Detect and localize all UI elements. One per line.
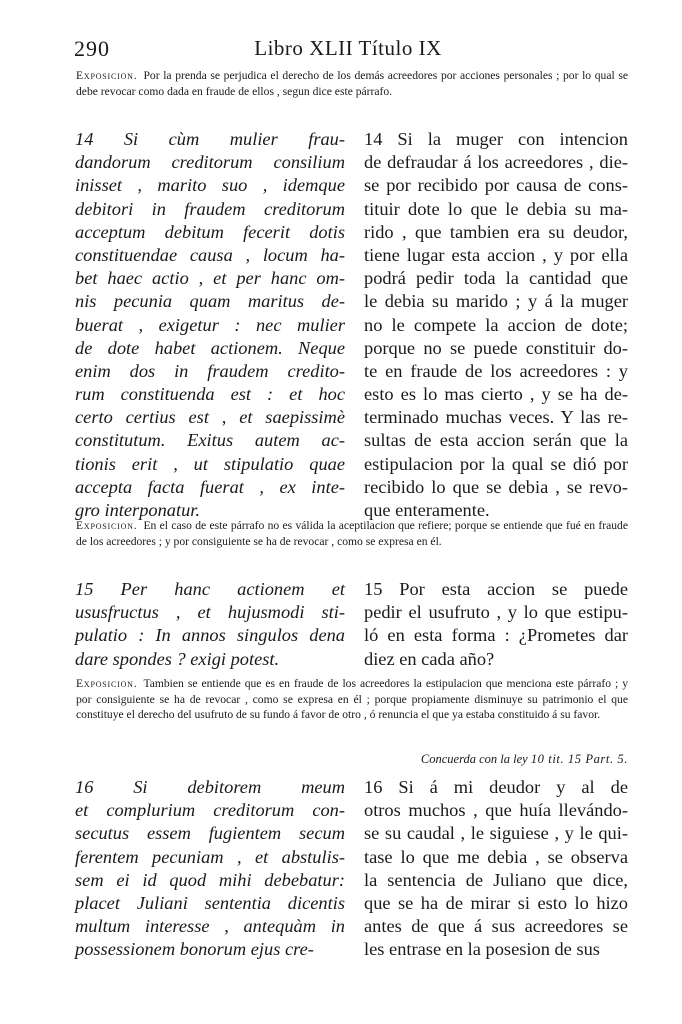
text-line: 16 Si debitorem meum	[75, 777, 345, 797]
text-line: accepta facta fuerat , ex inte-	[75, 476, 345, 497]
text-line: acceptum debitum fecerit dotis	[75, 221, 345, 242]
text-line: estipulacion por la qual se dió por	[364, 453, 628, 474]
text-line: 16 Si á mi deudor y al de	[364, 777, 628, 797]
text-line: constituendae causa , locum ha-	[75, 244, 345, 265]
text-line: diez en cada año?	[364, 648, 495, 669]
text-line: multum interesse , antequàm in	[75, 916, 345, 937]
text-line: buerat , exigetur : nec mulier	[75, 314, 345, 335]
exposicion-paragraph	[76, 68, 628, 99]
text-line: enim dos in fraudem credito-	[75, 360, 345, 381]
concordance-law: 10 tit. 15 Part. 5.	[530, 752, 628, 766]
text-line: de dote habet actionem. Neque	[75, 337, 345, 358]
text-line: la sentencia de Juliano que dice,	[364, 869, 628, 890]
text-line: sem ei id quod mihi debebatur:	[75, 869, 345, 890]
spanish-column-section-15	[364, 578, 628, 671]
text-line: dare spondes ? exigi potest.	[75, 648, 280, 669]
text-line: tase lo que me debia , se observa	[364, 846, 628, 867]
exposicion-label: Exposicion.	[76, 519, 138, 532]
text-line: placet Juliani sententia dicentis	[75, 892, 345, 913]
text-line: pedir el usufruto , y lo que estipu-	[364, 602, 628, 623]
text-line: nis pecunia quam maritus de-	[75, 291, 345, 312]
page-number: 290	[74, 36, 110, 61]
text-line: certo certius est , et saepissimè	[75, 407, 345, 428]
text-line: no le compete la accion de dote;	[364, 314, 628, 335]
text-line: antes de que á sus acreedores se	[364, 916, 628, 937]
exposicion-text: En el caso de este párrafo no es válida la aceptilacion que refiere; porque se entiende que fué en fraude de los acreedores ; y por consiguiente se ha de revocar , como se expresa en él.	[76, 519, 628, 548]
running-title: Libro XLII Título IX	[254, 36, 442, 60]
latin-column-section-16	[75, 776, 345, 962]
exposicion-label: Exposicion.	[76, 677, 138, 690]
exposicion-text: Tambien se entiende que es en fraude de los acreedores la estipulacion que menciona este párrafo ; y por consiguiente se ha de revocar , como se expresa en él ; porque propiamente disminuye su patrimonio el que constituye el derecho del usufruto de su fundo á favor de otro , ó renuncia el que ya estaba constituido á su favor.	[76, 677, 628, 721]
text-line: 15 Per hanc actionem et	[75, 579, 345, 599]
text-line: 14 Si la muger con intencion	[364, 129, 628, 149]
latin-column-section-14	[75, 128, 345, 522]
text-line: gro interponatur.	[75, 500, 200, 520]
text-line: ló en esta forma : ¿Prometes dar	[364, 625, 628, 646]
concordance-note	[0, 752, 628, 767]
text-line: les entrase en la posesion de sus	[364, 939, 600, 960]
text-line: tiene lugar esta accion , y por ella	[364, 244, 628, 265]
text-line: le debia su marido ; y á la muger	[364, 291, 628, 312]
text-line: bet haec actio , et per hanc om-	[75, 268, 345, 289]
text-line: inisset , marito suo , idemque	[75, 175, 345, 196]
text-line: terminado muchas veces. Y las re-	[364, 407, 628, 428]
text-line: de defraudar á los acreedores , die-	[364, 152, 628, 173]
text-line: constitutum. Exitus autem ac-	[75, 430, 345, 451]
exposicion-label: Exposicion.	[76, 69, 138, 82]
running-header	[62, 36, 634, 64]
text-line: recibido lo que se debia , se revo-	[364, 476, 628, 497]
text-line: tionis erit , ut stipulatio quae	[75, 453, 345, 474]
spanish-column-section-16	[364, 776, 628, 962]
text-line: dandorum creditorum consilium	[75, 152, 345, 173]
text-line: pulatio : In annos singulos dena	[75, 625, 345, 646]
text-line: te en fraude de los acreedores : y	[364, 360, 628, 381]
text-line: porque no se puede constituir do-	[364, 337, 628, 358]
text-line: sultas de esta accion serán que la	[364, 430, 628, 451]
text-line: se por recibido por causa de cons-	[364, 175, 628, 196]
spanish-column-section-14	[364, 128, 628, 522]
text-line: 14 Si cùm mulier frau-	[75, 129, 345, 149]
text-line: rum constituenda est : et hoc	[75, 384, 345, 405]
text-line: ususfructus , et hujusmodi sti-	[75, 602, 345, 623]
exposicion-paragraph	[76, 518, 628, 549]
text-line: et complurium creditorum con-	[75, 800, 345, 821]
latin-column-section-15	[75, 578, 345, 671]
text-line: que enteramente.	[364, 500, 490, 520]
text-line: se su caudal , le siguiese , y le qui-	[364, 823, 628, 844]
text-line: 15 Por esta accion se puede	[364, 579, 628, 599]
text-line: tituir dote lo que le debia su ma-	[364, 198, 628, 219]
text-line: debitori in fraudem creditorum	[75, 198, 345, 219]
text-line: possessionem bonorum ejus cre-	[75, 939, 314, 960]
text-line: otros muchos , que huía llevándo-	[364, 800, 628, 821]
text-line: rido , que tambien era su deudor,	[364, 221, 628, 242]
exposicion-text: Por la prenda se perjudica el derecho de los demás acreedores por acciones personales ; por lo qual se debe revocar como dada en fraude de ellos , segun dice este párrafo.	[76, 69, 628, 98]
text-line: esto es lo mas cierto , y se ha de-	[364, 384, 628, 405]
text-line: que se ha de mirar si esto lo hizo	[364, 892, 628, 913]
text-line: secutus essem fugientem secum	[75, 823, 345, 844]
text-line: podrá pedir toda la cantidad que	[364, 268, 628, 289]
concordance-prefix: Concuerda con la ley	[420, 752, 528, 766]
exposicion-paragraph	[76, 676, 628, 723]
text-line: ferentem pecuniam , et abstulis-	[75, 846, 345, 867]
